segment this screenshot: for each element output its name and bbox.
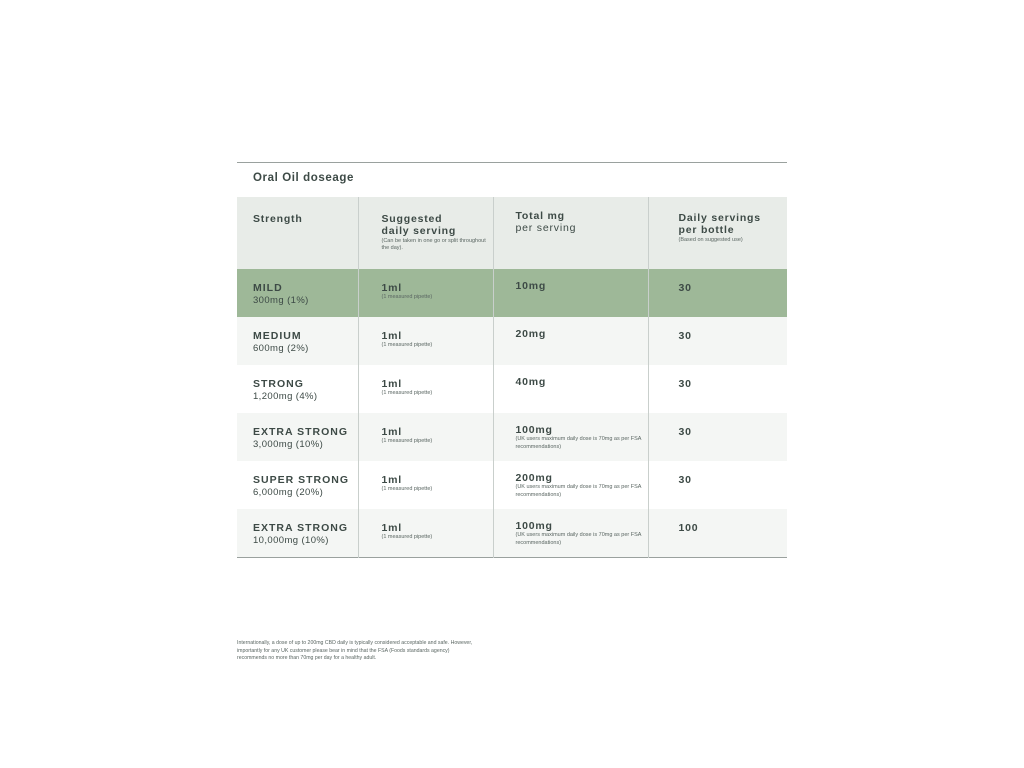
daily-value: 100 [678,522,699,534]
header-total-line2: per serving [515,222,577,234]
header-daily-line1: Daily servings [678,212,761,224]
strength-mg: 6,000mg (20%) [253,487,324,498]
cell-strength [237,413,358,461]
header-serving-note: (Can be taken in one go or split throughout the day). [381,238,486,251]
cell-strength [237,269,358,317]
cell-serving [358,461,493,509]
table-title: Oral Oil doseage [253,172,354,184]
total-value: 100mg [515,424,553,436]
total-value: 200mg [515,472,553,484]
cell-total [493,509,648,557]
serving-note: (1 measured pipette) [381,342,433,348]
cell-daily [648,269,787,317]
strength-name: EXTRA STRONG [253,426,349,438]
table-row-medium [237,317,787,365]
serving-note: (1 measured pipette) [381,294,433,300]
header-serving [358,197,493,269]
footnote: Internationally, a dose of up to 200mg CBD daily is typically considered acceptable and safe. However, importantly for any UK customer please bear in mind that the FSA (Foods standards agency) recommends no more than 70mg per day for a healthy adult. [237,640,473,662]
header-serving-line2: daily serving [381,225,457,237]
cell-daily [648,413,787,461]
strength-mg: 10,000mg (10%) [253,535,329,546]
strength-name: EXTRA STRONG [253,522,349,534]
strength-name: MEDIUM [253,330,302,342]
table-row-extra-strong-10000 [237,509,787,557]
strength-name: MILD [253,282,283,294]
serving-note: (1 measured pipette) [381,390,433,396]
total-value: 40mg [515,376,547,388]
cell-daily [648,317,787,365]
cell-strength [237,509,358,557]
serving-note: (1 measured pipette) [381,438,433,444]
dosage-table [237,197,787,558]
cell-strength [237,461,358,509]
header-total [493,197,648,269]
strength-name: SUPER STRONG [253,474,350,486]
cell-total [493,269,648,317]
cell-total [493,317,648,365]
serving-value: 1ml [381,282,402,294]
header-row [237,197,787,269]
cell-serving [358,269,493,317]
table-body [237,269,787,557]
total-note: (UK users maximum daily dose is 70mg as per FSA recommendations) [515,532,642,546]
serving-note: (1 measured pipette) [381,534,433,540]
total-note: (UK users maximum daily dose is 70mg as per FSA recommendations) [515,484,642,498]
cell-serving [358,317,493,365]
serving-value: 1ml [381,330,402,342]
serving-value: 1ml [381,378,402,390]
cell-daily [648,461,787,509]
total-value: 20mg [515,328,547,340]
cell-serving [358,509,493,557]
cell-total [493,365,648,413]
cell-total [493,413,648,461]
cell-strength [237,317,358,365]
strength-mg: 300mg (1%) [253,295,309,306]
cell-daily [648,365,787,413]
dosage-panel [237,162,787,558]
header-total-line1: Total mg [515,210,565,222]
daily-value: 30 [678,426,692,438]
header-daily-note: (Based on suggested use) [678,237,743,243]
strength-mg: 1,200mg (4%) [253,391,318,402]
cell-serving [358,365,493,413]
daily-value: 30 [678,282,692,294]
table-row-strong [237,365,787,413]
daily-value: 30 [678,378,692,390]
strength-mg: 600mg (2%) [253,343,309,354]
table-row-mild [237,269,787,317]
strength-name: STRONG [253,378,304,390]
table-header [237,197,787,269]
serving-value: 1ml [381,426,402,438]
header-strength-label: Strength [253,213,303,225]
table-row-extra-strong [237,413,787,461]
strength-mg: 3,000mg (10%) [253,439,324,450]
serving-value: 1ml [381,522,402,534]
serving-value: 1ml [381,474,402,486]
total-value: 10mg [515,280,547,292]
header-daily [648,197,787,269]
serving-note: (1 measured pipette) [381,486,433,492]
header-serving-line1: Suggested [381,213,443,225]
daily-value: 30 [678,330,692,342]
cell-strength [237,365,358,413]
total-value: 100mg [515,520,553,532]
cell-daily [648,509,787,557]
cell-total [493,461,648,509]
table-row-super-strong [237,461,787,509]
total-note: (UK users maximum daily dose is 70mg as per FSA recommendations) [515,436,642,450]
daily-value: 30 [678,474,692,486]
header-strength [237,197,358,269]
cell-serving [358,413,493,461]
header-daily-line2: per bottle [678,224,735,236]
